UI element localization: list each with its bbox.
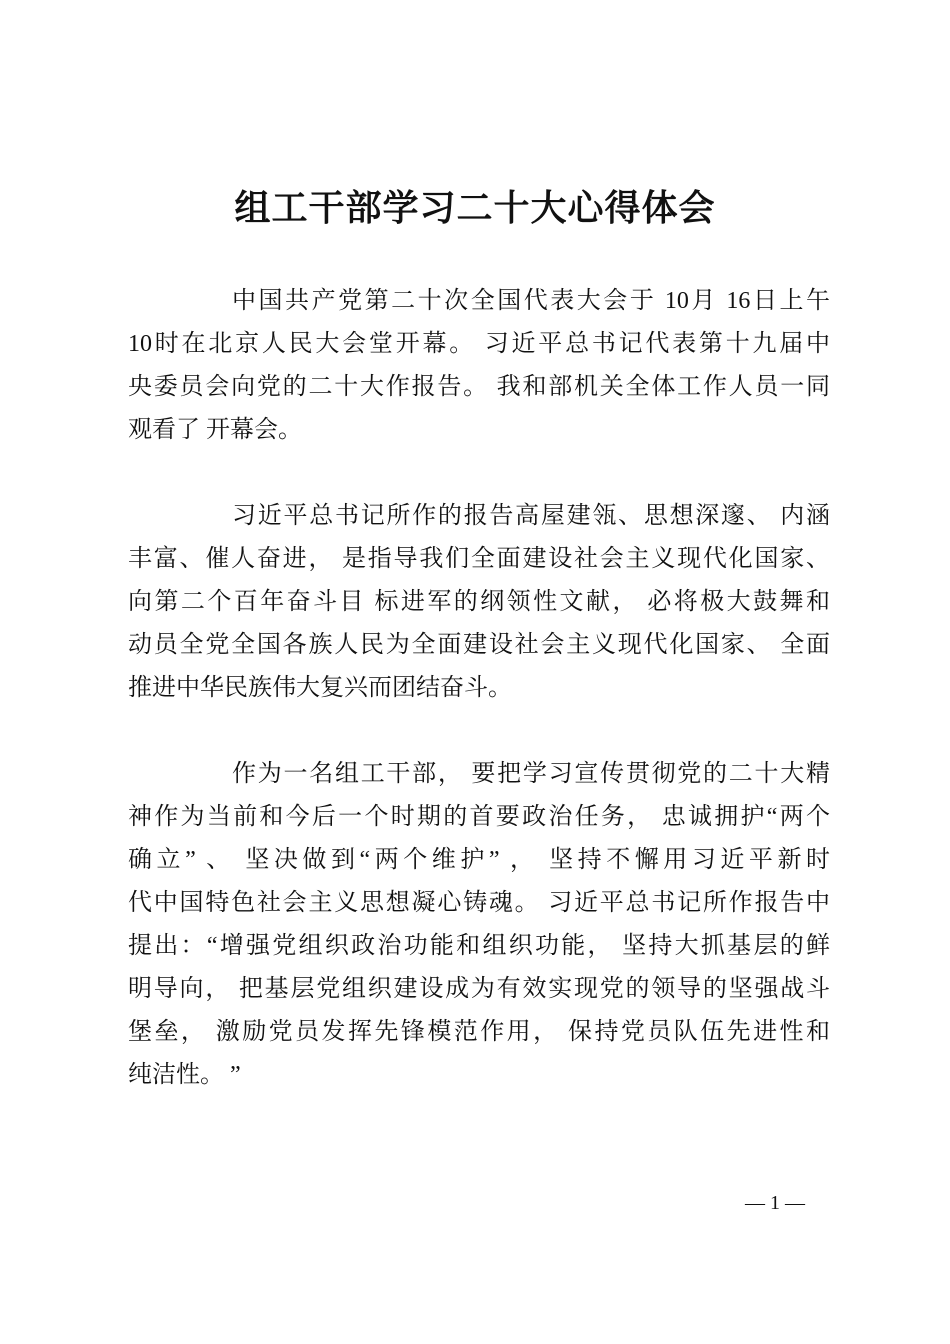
paragraph-3-line: 堡垒， 激励党员发挥先锋模范作用， 保持党员队伍先进性和	[128, 1019, 830, 1045]
paragraph-2-line: 推进中华民族伟大复兴而团结奋斗。	[128, 675, 512, 701]
paragraph-1-line: 中国共产党第二十次全国代表大会于 10月 16日上午	[232, 288, 830, 314]
paragraph-2-line: 丰富、催人奋进， 是指导我们全面建设社会主义现代化国家、	[128, 546, 830, 572]
paragraph-2-line: 动员全党全国各族人民为全面建设社会主义现代化国家、 全面	[128, 632, 830, 658]
paragraph-3-line: 明导向， 把基层党组织建设成为有效实现党的领导的坚强战斗	[128, 976, 830, 1002]
paragraph-3-line: 神作为当前和今后一个时期的首要政治任务， 忠诚拥护“两个	[128, 804, 830, 830]
paragraph-3-line: 提出：“增强党组织政治功能和组织功能， 坚持大抓基层的鲜	[128, 933, 830, 959]
paragraph-1-line: 观看了 开幕会。	[128, 417, 302, 443]
paragraph-2-line: 向第二个百年奋斗目 标进军的纲领性文献， 必将极大鼓舞和	[128, 589, 830, 615]
paragraph-1-line: 10时在北京人民大会堂开幕。 习近平总书记代表第十九届中	[128, 331, 830, 357]
paragraph-3-line: 作为一名组工干部， 要把学习宣传贯彻党的二十大精	[232, 761, 830, 787]
paragraph-1-line: 央委员会向党的二十大作报告。 我和部机关全体工作人员一同	[128, 374, 830, 400]
document-title: 组工干部学习二十大心得体会	[234, 188, 716, 228]
paragraph-3-line: 代中国特色社会主义思想凝心铸魂。 习近平总书记所作报告中	[128, 890, 830, 916]
page-number: — 1 —	[745, 1192, 805, 1214]
paragraph-3-line: 纯洁性。 ”	[128, 1062, 241, 1088]
paragraph-2-line: 习近平总书记所作的报告高屋建瓴、思想深邃、 内涵	[232, 503, 830, 529]
paragraph-3-line: 确立” 、 坚决做到“两个维护” ， 坚持不懈用习近平新时	[128, 847, 830, 873]
